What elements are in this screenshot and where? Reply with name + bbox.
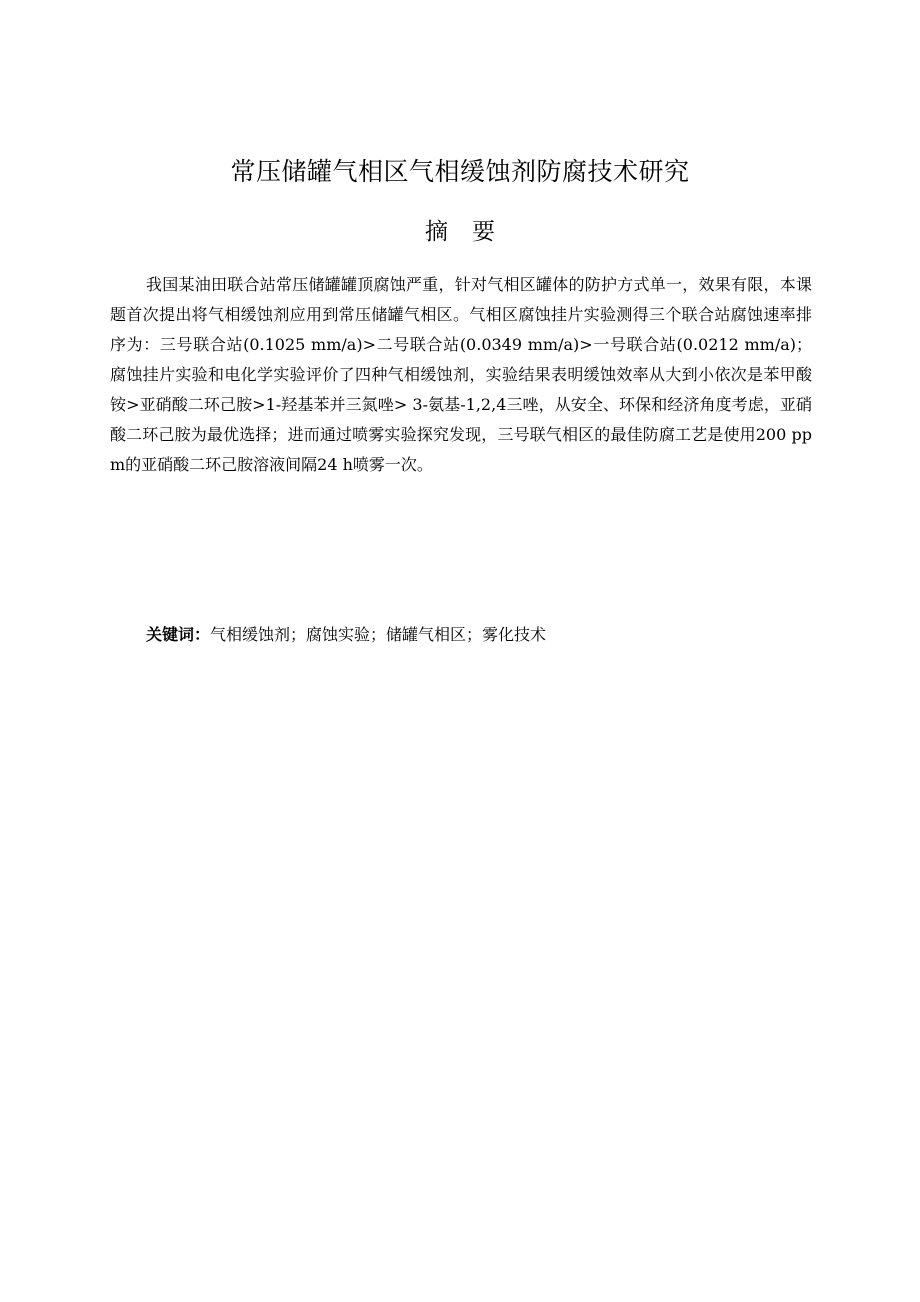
abstract-paragraph: 我国某油田联合站常压储罐罐顶腐蚀严重，针对气相区罐体的防护方式单一，效果有限，本课题首次提出将气相缓蚀剂应用到常压储罐气相区。气相区腐蚀挂片实验测得三个联合站腐蚀速率排序为：三号联合站(0.1025 mm/a)>二号联合站(0.0349 mm/a)>一号联合站(0.0212 mm/a)；腐蚀挂片实验和电化学实验评价了四种气相缓蚀剂，实验结果表明缓蚀效率从大到小依次是苯甲酸铵>亚硝酸二环己胺>1-羟基苯并三氮唑> 3-氨基-1,2,4三唑，从安全、环保和经济角度考虑，亚硝酸二环己胺为最优选择；进而通过喷雾实验探究发现，三号联气相区的最佳防腐工艺是使用200 ppm的亚硝酸二环己胺溶液间隔24 h喷雾一次。: [110, 275, 812, 474]
abstract-heading-char-1: 摘: [425, 219, 448, 245]
keywords-text: 气相缓蚀剂；腐蚀实验；储罐气相区；雾化技术: [210, 625, 547, 644]
paper-title: 常压储罐气相区气相缓蚀剂防腐技术研究: [230, 157, 690, 186]
abstract-heading: [0, 214, 920, 250]
keywords-line: [146, 620, 826, 650]
abstract-heading-char-2: 要: [472, 219, 495, 245]
keywords-label: 关键词：: [146, 625, 211, 644]
